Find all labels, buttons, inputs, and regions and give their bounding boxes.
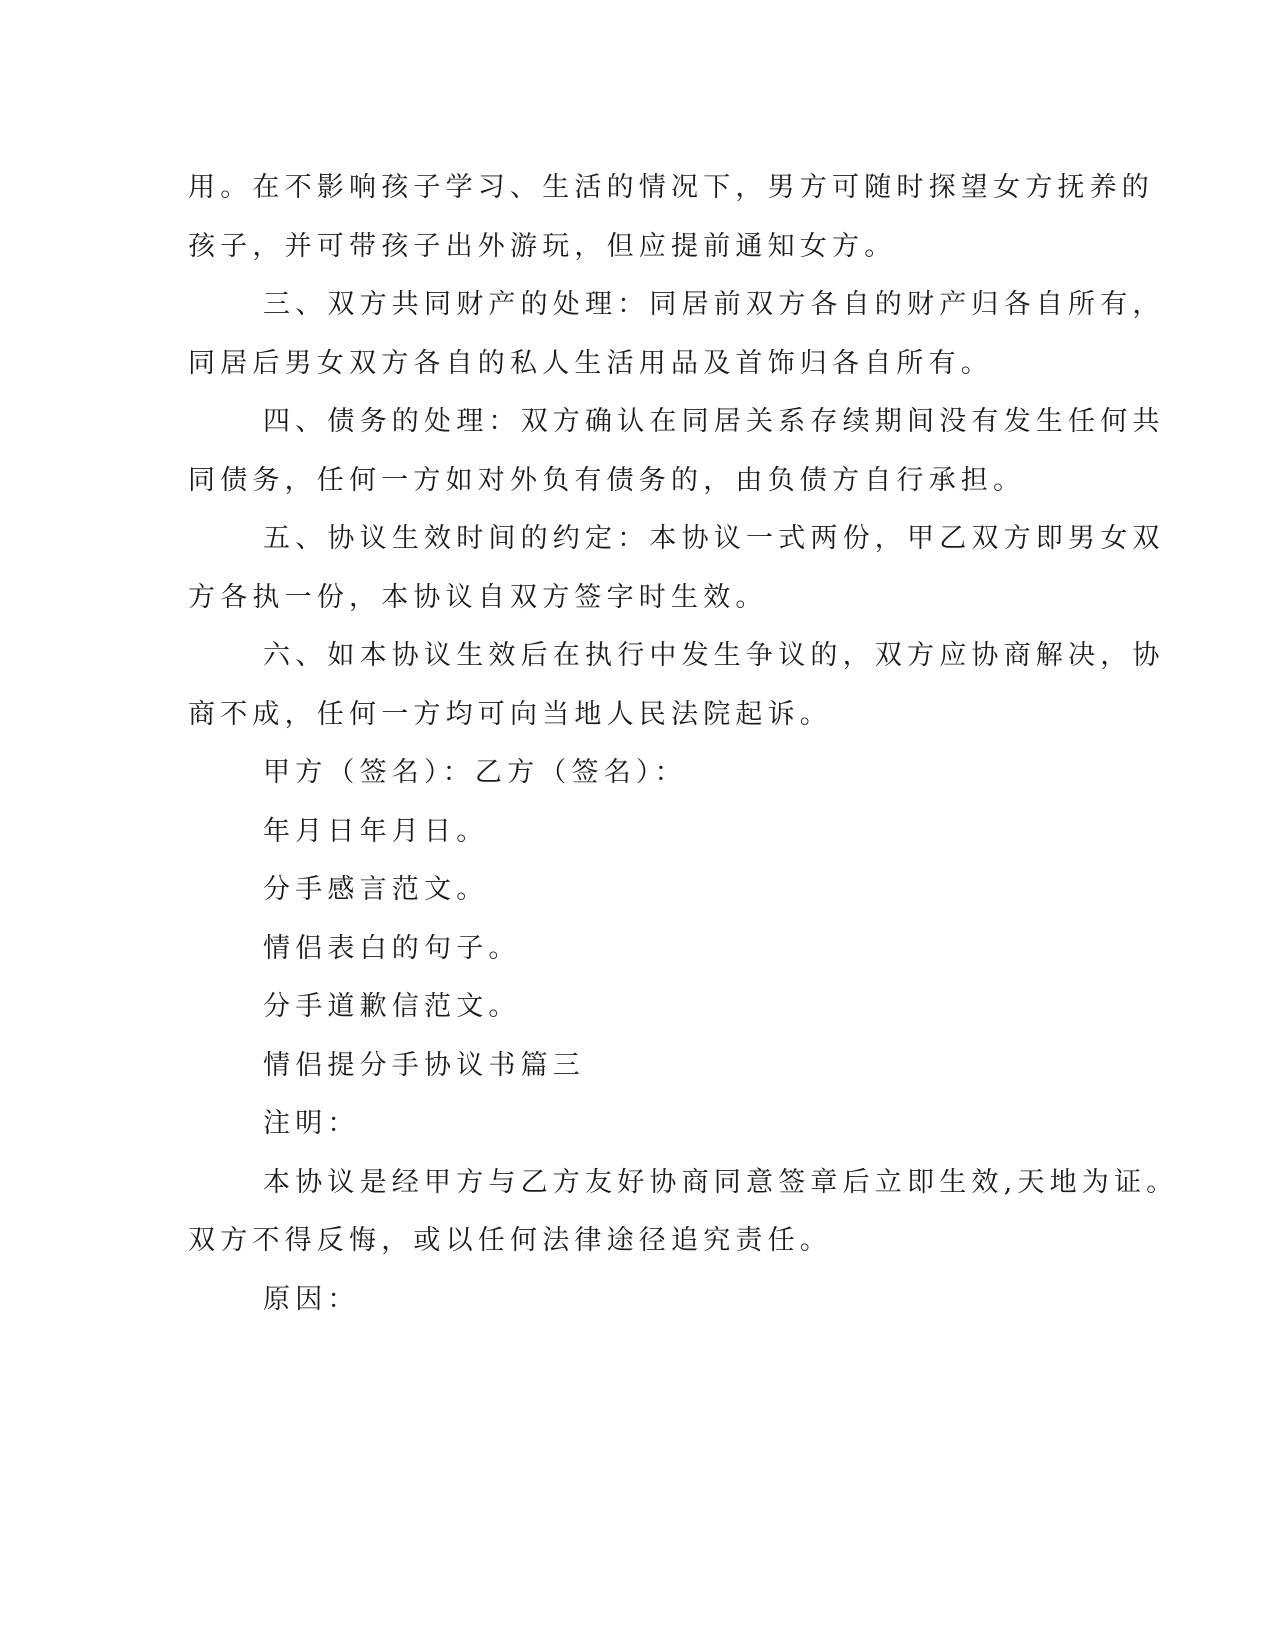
section-heading: 情侣提分手协议书篇三 [263, 1050, 585, 1081]
paragraph-line: 六、如本协议生效后在执行中发生争议的，双方应协商解决，协 [263, 640, 1165, 671]
paragraph-line: 用。在不影响孩子学习、生活的情况下，男方可随时探望女方抚养的 [188, 172, 1154, 203]
paragraph-line: 同债务，任何一方如对外负有债务的，由负债方自行承担。 [188, 465, 1026, 496]
paragraph-line: 双方不得反悔，或以任何法律途径追究责任。 [188, 1225, 832, 1256]
paragraph-line: 分手感言范文。 [263, 874, 489, 905]
note-label: 注明： [263, 1108, 360, 1139]
paragraph-line: 三、双方共同财产的处理：同居前双方各自的财产归各自所有， [263, 289, 1165, 320]
paragraph-line: 孩子，并可带孩子出外游玩，但应提前通知女方。 [188, 231, 897, 262]
paragraph-line: 分手道歉信范文。 [263, 991, 521, 1022]
paragraph-line: 方各执一份，本协议自双方签字时生效。 [188, 582, 768, 613]
date-line: 年月日年月日。 [263, 816, 489, 847]
paragraph-line: 五、协议生效时间的约定：本协议一式两份，甲乙双方即男女双 [263, 523, 1165, 554]
paragraph-line: 四、债务的处理：双方确认在同居关系存续期间没有发生任何共 [263, 406, 1165, 437]
reason-label: 原因： [263, 1284, 360, 1315]
paragraph-line: 情侣表白的句子。 [263, 933, 521, 964]
paragraph-line: 商不成，任何一方均可向当地人民法院起诉。 [188, 699, 832, 730]
paragraph-line: 同居后男女双方各自的私人生活用品及首饰归各自所有。 [188, 348, 993, 379]
signature-line: 甲方（签名）：乙方（签名）： [263, 757, 687, 788]
paragraph-line: 本协议是经甲方与乙方友好协商同意签章后立即生效,天地为证。 [263, 1167, 1179, 1198]
